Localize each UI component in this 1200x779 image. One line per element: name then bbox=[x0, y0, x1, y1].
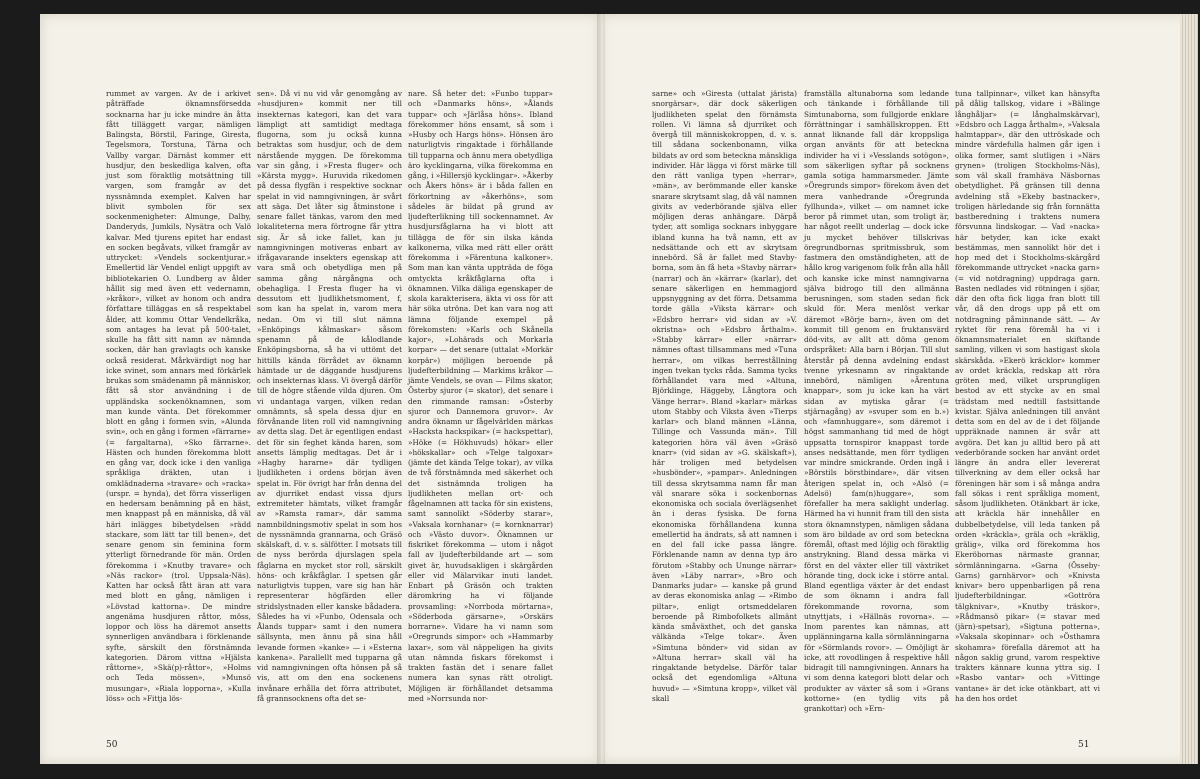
left-page-column-2: sen». Då vi nu vid vår genomgång av »husdjuren» kommit ner till insekternas kategori, kan det vara lämpligt att samtidigt medtaga flugorna, som ju också kunna betraktas som husdjur, och de dem närstående myggen. De förekomma var sin gång, i »Fresta fluger» och »Kärsta mygg». Huruvida rikedomen på dessa flygfän i respektive socknar spelat in vid namngivningen, är svårt att säga. Det låter sig åtminstone i senare fallet tänkas, varom den med lokaliteterna mera förtrogne får yttra sig. Är så icke fallet, kan ju namngivningen motiveras enbart av ifrågavarande insekters egenskap att vara små och obetydliga men på samma gång närgångna och obehagliga. I Fresta fluger ha vi dessutom ett ljudlikhetsmoment, f, som kan ha spelat in, varom mera nedan. Om vi till slut nämna »Enköpings kålmaskar» såsom spenamn på de kålodlande Enköpingsborna, så ha vi uttömt det hittills kända förrådet av öknamn hämtade ur de däggande husdjurens och insekternas klass. Vi övergå därför till de högre stående vilda djuren. Om vi undantaga vargen, vilken redan omnämnts, så spela dessa djur en förvånande liten roll vid namngivning av detta slag. Det är egentligen endast det för sin feghet kända haren, som ansetts lämplig medtagas. Det är i »Hagby hararne» där tydligen ljudlikheten i ordens början även spelat in. För övrigt har från denna del av djurriket endast vissa djurs extremiteter hämtats, vilket framgår av »Ramsta ramar», där samma namnbildningsmotiv spelat in som hos de nyssnämnda grannarna, och Gräsö skälskaft, d. v. s. sälfötter. I motsats till de nyss berörda djurslagen spela fåglarna en mycket stor roll, särskilt höns- och kråkfåglar. I spetsen går naturligtvis tuppen, vare sig han här representerar högfärden eller stridslystnaden eller kanske bådadera. Således ha vi »Funbo, Odensala och Ålands tuppar» samt i den numera sällsynta, men ännu på sina håll levande formen »kanke» — i »Esterna kankena». Parallellt med tupparna gå vid namngivningen ofta hönsen på så vis, att om den ena sockenens invånare erhålla det förra attributet, få grannsocknens ofta det se- bbox=[257, 89, 402, 703]
right-page-column-1: sarne» och »Giresta (uttalat järista) snorgärsar», där dock säkerligen ljudlikheten spelat den förnämsta rollen. Vi lämna så djurriket och övergå till människokroppen, d. v. s. till sådana sockenbonamn, vilka bildats av ord som beteckna mänskliga individer. Här lägga vi först märke till den rätt vanliga typen »herrar», »män», av berömmande eller kanske snarare skrytsamt slag, då väl namnen givits av vederbörande själva eller möjligen deras anhängare. Därpå tyder, att somliga socknars inbyggare ibland kunna ha två namn, ett av nedsättande och ett av skrytsam innebörd. Så är fallet med Stavby-borna, som än få heta »Stavby närrar» (narrar) och än »kärrar» (karlar), det senare säkerligen en hemmagjord uppsnyggning av det förra. Detsamma torde gälla »Viksta kärrar» och »Edsbro herrar» vid sidan av »V. okristna» och »Edsbro årthalm». »Stabby kärrar» eller »närrar» nämnes oftast tillsammans med »Tuna herrar», om vilkas herrestållning ingen tvekan tycks råda. Samma tycks förhållandet vara med »Altuna, Björklinge, Häggeby, Långtora och Vänge herrar». Bland »karlar» märkas utom Stabby och Viksta även »Tierps karlar» och bland männen »Länna, Tillinge och Vassunda män». Till kategorien höra väl även »Gräsö knarr» (vid sidan av »G. skälskaft»), här troligen med betydelsen »husbönder», »pampar». Anledningen till dessa skrytsamma namn får man väl snarare söka i sockenbornas ekonomiska och sociala överlägsenhet än i deras fysiska. De forna ekonomiska förhållandena kunna emellertid ha ändrats, så att namnen i en del fall icke passa längre. Förklenande namn av denna typ äro förutom »Stabby och Ununge närrar» även »Läby narrar», »Bro och Danmarks judar» — kanske på grund av deras ekonomiska anlag — »Rimbo piltar», enligt ortsmeddelaren beroende på Rimbofolkets allmänt kända småväxthet, och det ganska välkända »Telge tokar». Även »Simtuna bönder» vid sidan av »Altuna herrar» skall väl ha ringaktande betydelse. Därför talar också det egendomliga »Altuna huvud» — »Simtuna kropp», vilket väl skall bbox=[652, 89, 797, 703]
book-gutter bbox=[597, 14, 605, 764]
right-page-column-2: framställa altunaborna som ledande och tänkande i förhållande till Simtunaborna, som fullgjorde enklare förrättningar i samhällskroppen. Ett annat liknande fall där kroppsliga organ använts för att beteckna individer ha vi i »Vesslands sotögon», som säkerligen syftar på socknens gamla sotiga hammarsmeder. Jämte »Öregrunds simpor» förekom även det mera vanhedrande »Öregrunda fyllhunda», vilket — om namnet icke beror på rimmet utan, som troligt är, har något reellt underlag — dock icke ju mycket behöver tillskrivas öregrundbornas spritmissbruk, som fastmera den omständigheten, att de hållo krog varigenom folk från alla håll och kanske icke minst namngivarna själva bidrogo till den allmänna berusningen, som staden sedan fick skuld för. Mera menlöst verkar däremot »Börje barn», även om det kommit till genom en fruktansvärd död-vits, av allt att döma genom ordspråket: Alla barn i Början. Till slut återstår på denna avdelning endast tvenne yrkesnamn av ringaktande innebörd, nämligen »Ärentuna knappar», som ju icke kan ha värt sidan av mytiska gårar (= stjärnagång) av »svuper som en b.») och »famnhuggare», som däremot i högst sammanhang tid med de högt uppsatta tornspiror knappast torde anses nedsättande, men förr tydligen var mindre smickrande. Orden ingå i »Börstils börstbindare», där vitsen återigen spelat in, och »Alsö (= Adelsö) fam(n)huggare», som förefaller ha mera saklight underlag. Härmed ha vi hunnit fram till den sista stora öknamnstypen, nämligen sådana som äro bildade av ord som beteckna föremål, oftast med löjlig och föraktlig anstrykning. Bland dessa märka vi först en del växter eller till växtriket hörande ting, dock icke i större antal. Bland egentliga växter är det endast de som öknamn i andra fall förekommande rovorna, som utnyttjats, i »Hällnäs rovorna». — Inom parentes kan nämnas, att upplänningarna kalla sörmlänningarna för »Sörmlands rovor». — Omöjligt är icke, att rovodlingen å respektive håll bidragit till namngivningen. Annars ha vi som denna kategori blott delar och produkter av växter så som i »Grans kottorne» (en tydlig vits på grankottar) och »Ern- bbox=[804, 89, 949, 713]
page-edges bbox=[1180, 14, 1198, 764]
left-page-column-1: rummet av vargen. Av de i arkivet påträffade öknamnsförsedda socknarna har ju icke mindre än åtta fått tilläggett vargar, nämligen Balingsta, Börstil, Faringe, Giresta, Tegelsmora, Torstuna, Tärna och Vallby vargar. Därnäst kommer ett husdjur, den beskedliga kalven, ofta just som föraktlig motsättning till vargen, som framgår av det nyssnämnda exemplet. Kalven har blivit symbolen för sex sockenmenigheter: Almunge, Dalby, Danderyds, Jumkils, Nysätra och Valö kalvar. Med tjurens epitet har endast en socken begåvats, vilket framgår av uttrycket: »Vendels sockentjurar.» Emellertid lär Vendel enligt uppgift av bibliotekarien O. Lundberg av ålder hållit sig med även ett vedernamn, »kråkor», vilket av honom och andra författare tilläggas en så respektabel ålder, att kommu Ottar Vendelkråka, som antages ha levat på 500-talet, skulle ha fått sitt namn av nämnda socken, där han gravlagts och kanske också residerat. Mårkvärdigt nog har icke svinet, som annars med förkärlek brukas som smädenamn på människor, fått så stor användning i de uppländska sockenöknamnen, som man kunde vänta. Det förekommer blott en gång i formen svin, »Alunda svin», och en gång i formen »färrarne» (= fargaltarna), »Sko färrarne». Hästen och hunden förekomma blott en gång var, dock icke i den vanliga språkliga dräkten, utan i omklädnaderna »travare» och »racka» (urspr. = hynda), det förra visserligen en hedersam benämning på en häst, men knappast på en människa, då väl häri inlägges bibetydelsen »rädd stackare, som lätt tar till benen», det senare genom sin feminina form ytterligt förnedrande för män. Orden förekomma i »Knutby travare» och »Näs rackor» (trol. Uppsala-Näs). Katten har också fått äran att vara med blott en gång, nämligen i »Lövstad kattorna». De mindre angenäma husdjuren råttor, möss, loppor och löss ha däremot ansetts synnerligen användbara i förklenande syfte, särskilt den förstnämnda kategorien. Därom vittna »Hjälsta råttorne», »Skä(p)-råttor», »Holms och Teda mössen», »Munsö musungar», »Riala lopporna», »Kulla löss» och »Fittja lös- bbox=[106, 89, 251, 703]
right-page-column-3: tuna tallpinnar», vilket kan hänsyfta på dålig tallskog, vidare i »Bälinge långhåljar» (= långhalmskärvar), »Edsbro och Lagga årthalm», »Vaksala halmtappar», där den uttröskade och mindre värdefulla halmen går igen i olika former, samt slutligen i »Närs grynen» (troligen Stockholms-Näs), som väl skall framhäva Näsbornas obetydlighet. På gränsen till denna avdelning stå »Ekeby bastnacker», troligen härledande sig från fornnätta bastberedning i traktens numera försvunna lindskogar. — Vad »nacka» här betyder, kan icke exakt bestämmas, men sannolikt hör det i hop med det i Stockholms-skärgård förekommande uttrycket »nacka garn» (= vid notdragning) uppdraga garn. Basten nedlades vid rötningen i sjöar, där den ofta fick ligga fran blott till vår, då den drogs upp på ett om notdragning påminnande sätt. — Av ryktet för rena föremål ha vi i öknamnsmaterialet en skiftande samling, vilken vi som hastigast skola skärskåda. »Ekerö kräcklor» kommer av ordet kräckla, redskap att röra gröten med, vilket ursprungligen bestod av ett stycke av en smal trädstam med nedtill fastsittande kvistar. Själva anledningen till använt detta som en del av de i det följande uppräknade namnen är svår att avgöra. Det kan ju alltid bero på att vederbörande socken har använt ordet längre än andra eller levererat tillverkning av dem eller också har föreningen här som i så många andra fall sökas i rent språkliga moment, såsom ljudlikheten. Otänkbart är icke, att kräckla här innehåller en dubbelbetydelse, vill leda tanken på orden »kräckla», gräla och »kräklig, grälig», vilka ord förekomma hos Ekeröbornas närmaste grannar, sörmlänningarna. »Garna (Össeby-Garns) garnhärvor» och »Knivsta knivar» bero uppenbarligen på rena ljudefterbildningar. »Gottröra tälgknivar», »Knutby träskor», »Rådmansö pikar» (= stavar med (järn)-spetsar), »Sigtuna potterna», »Vaksala skopinnar» och »Östhamra skohamra» förefalla däremot att ha någon saklig grund, varom respektive trakters kännare kunna yttra sig. I »Rasbo vantar» och »Vittinge vantane» är det icke otänkbart, att vi ha den hos ordet bbox=[955, 89, 1100, 703]
right-page bbox=[600, 14, 1198, 764]
left-page bbox=[40, 14, 600, 764]
right-page-number: 51 bbox=[1078, 740, 1090, 750]
left-page-number: 50 bbox=[106, 740, 118, 750]
left-page-column-3: nare. Så heter det: »Funbo tuppar» och »Danmarks höns», »Ålands tuppar» och »Järlåsa höns». Ibland förekommer höns ensamt, så som i »Husby och Hargs höns». Hönsen äro naturligtvis ringaktade i förhållande till tupparna och ännu mera obetydliga äro kycklingarna, vilka förekomma en gång, i »Hillersjö kycklingar». »Åkerby och Åkers höns» är i båda fallen en förkortning av »åkerhöns», som sådeles är bildat på grund av ljudefterlikning till sockennamnet. Av husdjursfåglarna ha vi blott att tilläggа de för sin ilska kända kalkonerna, vilka med rätt eller orätt förekomma i »Färentuna kalkoner». Som man kan vänta uppträda de föga omtyckta kråkfåglarna ofta i öknamnen. Vilka däliga egenskaper de skola karakterisera, äkta vi oss för att här söka utröna. Det kan vara nog att lämna följande exempel på förekomsten: »Karls och Skånella kajor», »Lohärads och Morkarla korpar» — det senare (uttalat »Morkär korpär») möjligen beroende på ljudefterbildning — Markims kråkor — jämte Vendels, se ovan — Films skator, Österby sjuror (= skator), det senare i den rimmande ramsan: »Österby sjuror och Dannemora gruvor». Av andra öknamn ur fågelvärlden märkas »Hacksta hackspikar» (= hackspettar), »Höke (= Hökhuvuds) hökar» eller »hökskallar» och »Telge talgoxar» (jämte det kända Telge tokar), av vilka de två förstnämnda med säkerhet och det sistnämnda troligen ha ljudlikheten mellan ort- och fågelnamnen att tacka för sin existens, samt sannolikt »Söderby starar», »Vaksala kornhanar» (= kornknarrar) och »Västo duvor». Öknamnen ur fiskriket förekomma — utom i något fall av ljudefterbildande art — som givet är, huvudsakligen i skärgården eller vid Mälarvikar inuti landet. Enbart på Gräsön och trakten däromkring ha vi följande provsamling: »Norrboda mörtarna», »Söderboda gärsarne», »Orskärs borrarne». Vidare ha vi namn som »Oregrunds simpor» och »Hammarby laxar», som väl näppeligen ha givits utan nämnda fiskars förekomst i trakten fastän det i senare fallet numera kan synas rätt otroligt. Möjligen är förhållandet detsamma med »Norrsunda nor- bbox=[408, 89, 553, 703]
